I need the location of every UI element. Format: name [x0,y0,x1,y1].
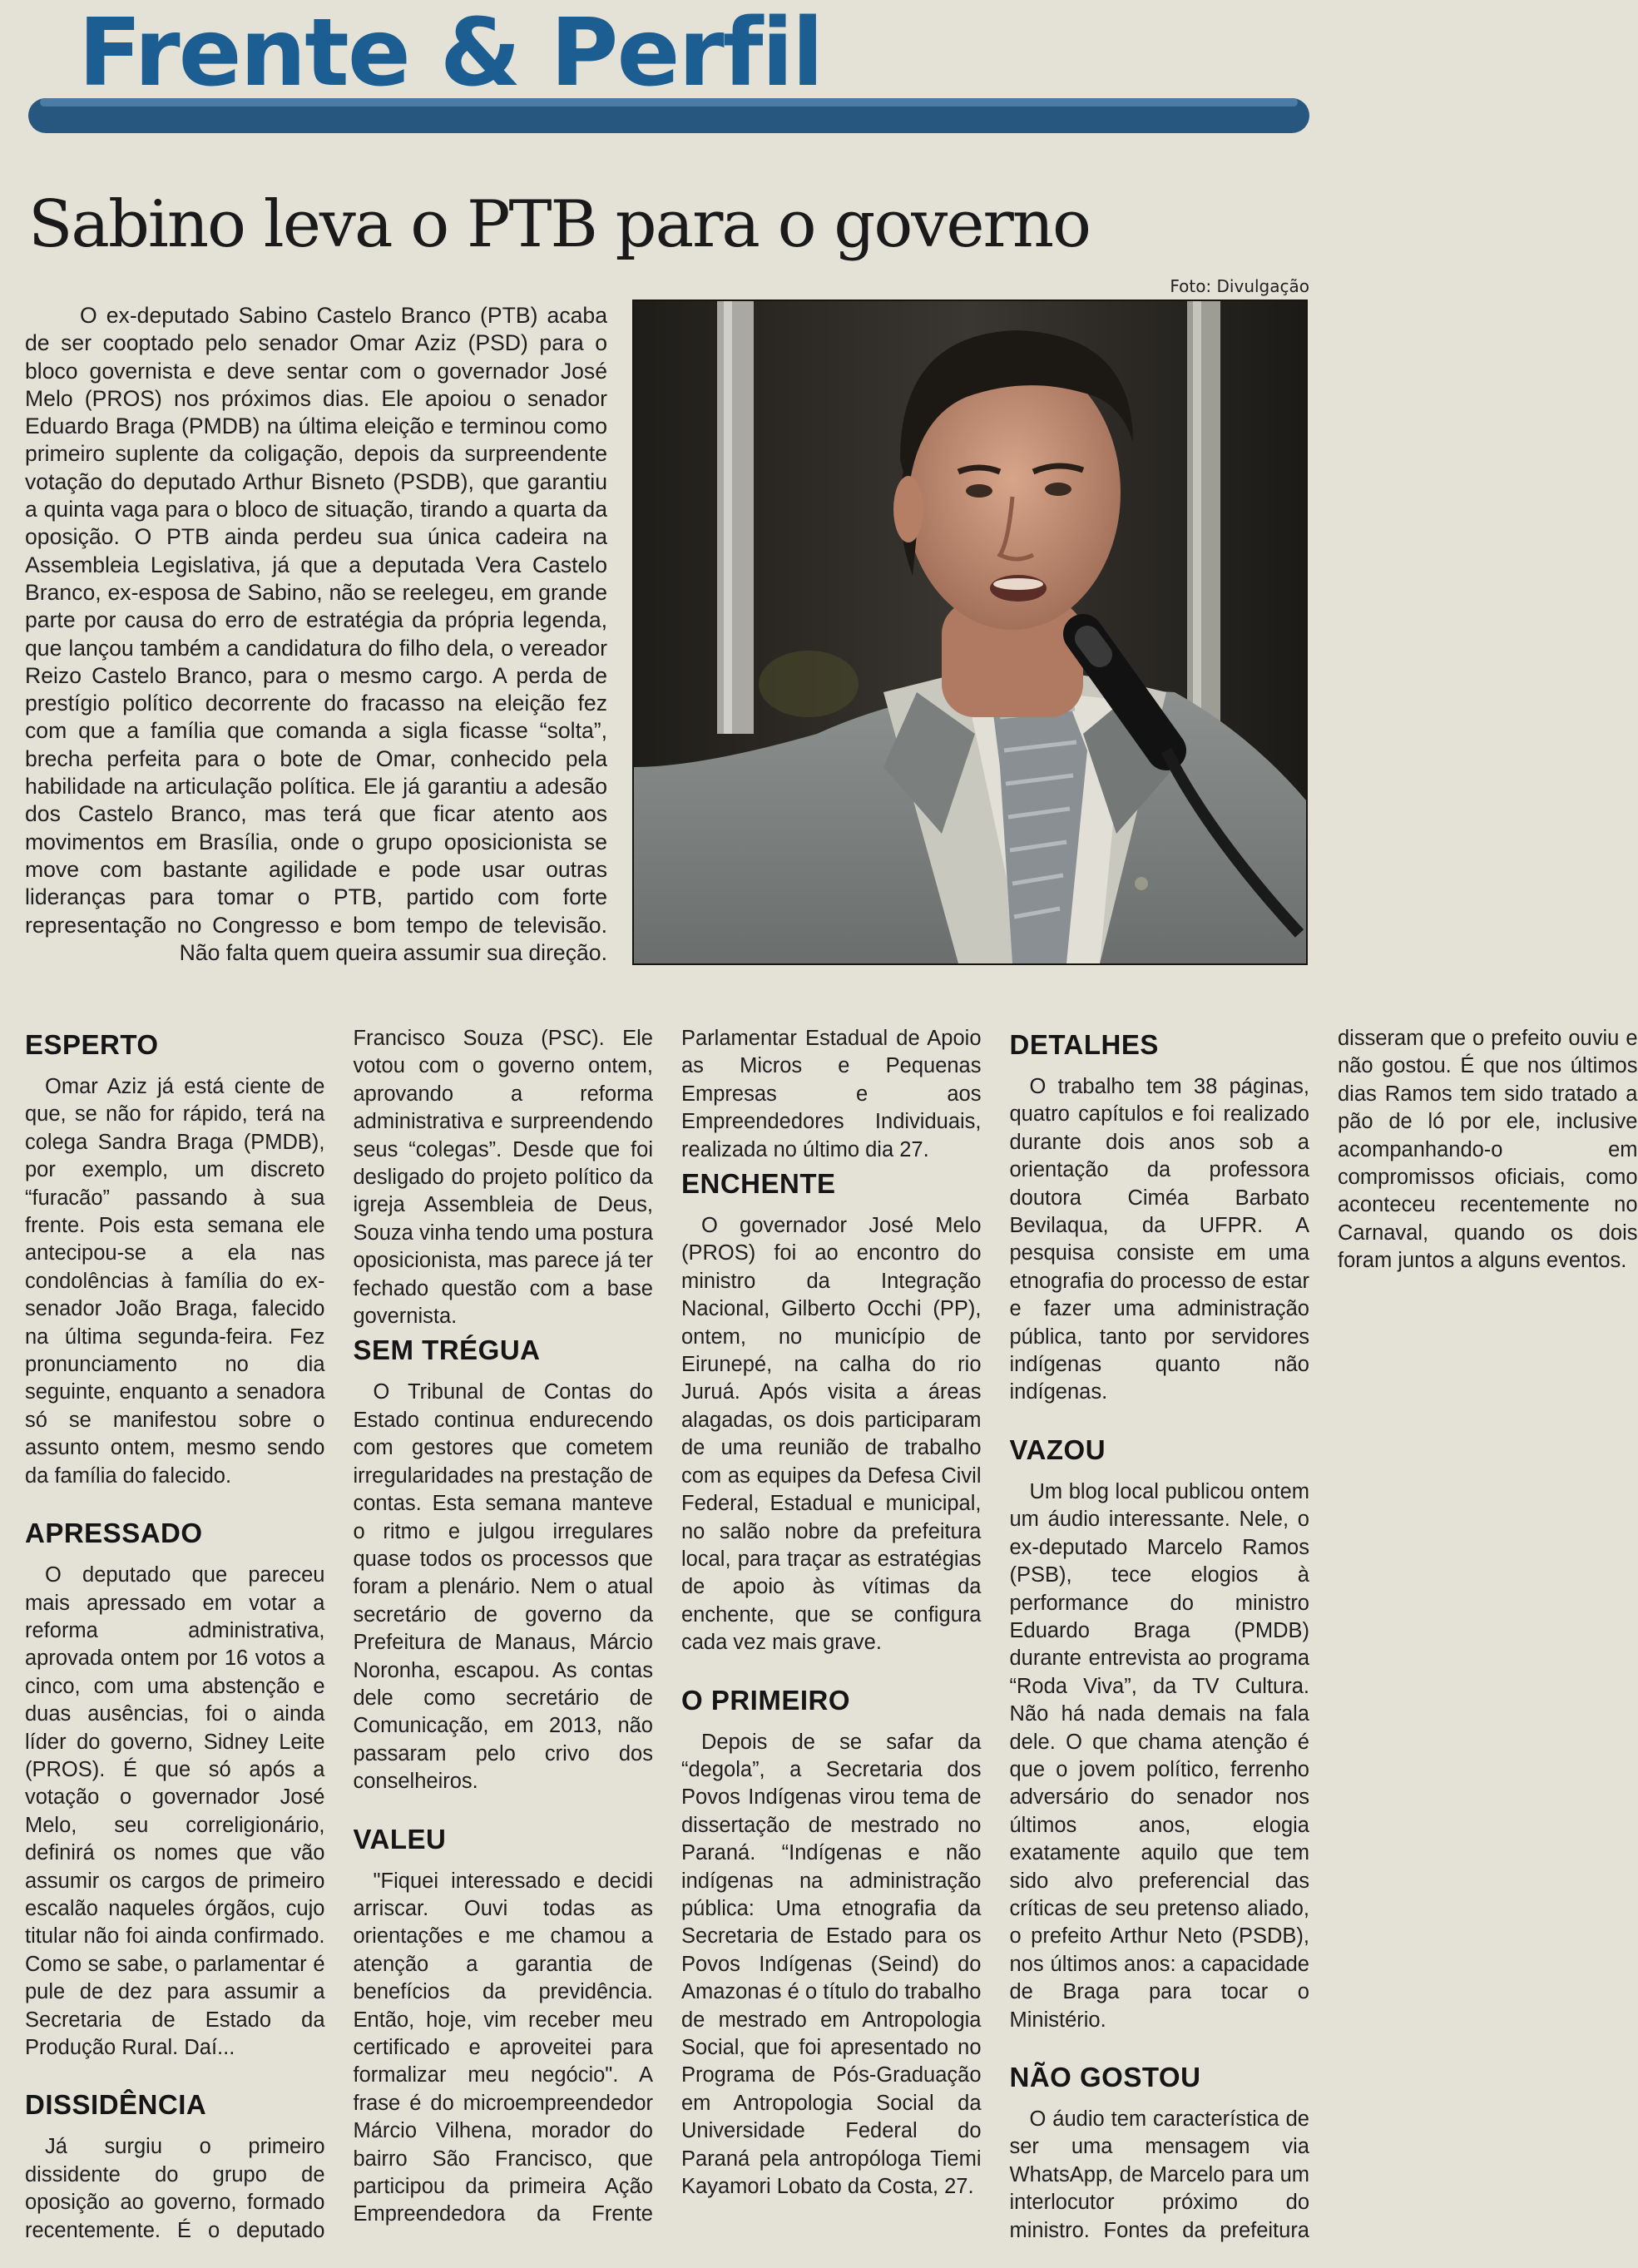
note-text: O governador José Melo (PROS) foi ao encontro do ministro da Integração Nacional, Gilberto Occhi (PP), ontem, no município de Eirunepé, na calha do rio Juruá. Após visita a áreas alagadas, os dois participaram de uma reunião de trabalho com as equipes da Defesa Civil Federal, Estadual e municipal, no salão nobre da prefeitura local, para traçar as estratégias de apoio às vítimas da enchente, que se configura cada vez mais grave. [681,1214,982,1655]
headline: Sabino leva o PTB para o governo [28,187,1091,262]
note-text: O trabalho tem 38 páginas, quatro capítulos e foi realizado durante dois anos sob a orientação da professora doutora Ciméa Barbato Bevilaqua, da UFPR. A pesquisa consiste em uma etnografia do processo de estar e fazer uma administração pública, tanto por servidores indígenas quanto não indígenas. [1009,1075,1309,1404]
note-vazou [1010,1430,1310,2034]
note-title: VALEU [353,1823,447,1855]
note-text: O áudio tem característica de ser uma mensagem via WhatsApp, de Marcelo para um interlocutor próximo do ministro. Fontes da prefeitura disseram que o prefeito ouviu e não gostou. É que nos últimos dias Ramos tem sido tratado a pão de ló por ele, inclusive acompanhando-o em compromissos oficiais, como aconteceu recentemente no Carnaval, quando os dois foram juntos a alguns eventos. [1009,1027,1638,2242]
note-title: VAZOU [1009,1434,1106,1465]
note-title: O PRIMEIRO [681,1684,851,1716]
note-sem-tregua [354,1330,654,1795]
notes-columns [25,1025,1638,2256]
note-text: Depois de se safar da “degola”, a Secretaria dos Povos Indígenas virou tema de dissertação de mestrado no Paraná. “Indígenas e não indígenas na administração pública: Uma etnografia da Secretaria de Estado para os Povos Indígenas (Seind) do Amazonas é o título do trabalho de mestrado em Antropologia Social, que foi apresentado no Programa de Pós-Graduação em Antropologia Social da Universidade Federal do Paraná pela antropóloga Tiemi Kayamori Lobato da Costa, 27. [681,1730,982,2199]
note-text: O Tribunal de Contas do Estado continua endurecendo com gestores que cometem irregularidades na prestação de contas. Esta semana manteve o ritmo e julgou irregulares quase todos os processos que foram a plenário. Nem o atual secretário de governo da Prefeitura de Manaus, Márcio Noronha, escapou. As contas dele como secretário de Comunicação, em 2013, não passaram pelo crivo dos conselheiros. [353,1380,653,1794]
note-title: ENCHENTE [681,1168,836,1200]
note-text: Já surgiu o primeiro dissidente do grupo de oposição ao governo, formado recentemente. É o deputado Francisco Souza (PSC). Ele votou com o governo ontem, aprovando a reforma administrativa e surpreendendo seus “colegas”. Desde que foi desligado do projeto político da igreja Assembleia de Deus, Souza vinha tendo uma postura oposicionista, mas parece já ter fechado questão com a base governista. [25,1027,653,2242]
note-text: O deputado que pareceu mais apressado em votar a reforma administrativa, aprovada ontem por 16 votos a cinco, com uma abstenção e duas ausências, foi o ainda líder do governo, Sidney Leite (PROS). É que só após a votação o governador José Melo, seu correligionário, definirá os nomes que vão assumir os cargos de primeiro escalão naqueles órgãos, cujo titular não foi ainda confirmado. Como se sabe, o parlamentar é pule de dez para assumir a Secretaria de Estado da Produção Rural. Daí... [25,1563,325,2059]
photo-credit: Foto: Divulgação [1170,276,1309,296]
section-banner [28,0,1309,137]
note-title: DETALHES [1009,1029,1159,1060]
note-o-primeiro [681,1681,982,2201]
note-title: APRESSADO [25,1518,203,1549]
note-apressado [25,1513,325,2062]
note-title: ESPERTO [25,1029,159,1060]
note-title: DISSIDÊNCIA [25,2089,207,2121]
politician-photo [632,300,1308,965]
note-title: NÃO GOSTOU [1009,2062,1201,2092]
photo-illustration [634,301,1306,963]
note-enchente [681,1164,982,1657]
note-text: Omar Aziz já está ciente de que, se não for rápido, terá na colega Sandra Braga (PMDB), por exemplo, um discreto “furacão” passando à sua frente. Pois esta semana ele antecipou-se a ela nas condolências à família do ex-senador João Braga, falecido na última segunda-feira. Fez pronunciamento no dia seguinte, enquanto a senadora só se manifestou sobre o assunto ontem, mesmo sendo da família do falecido. [25,1075,325,1488]
note-text: Um blog local publicou ontem um áudio interessante. Nele, o ex-deputado Marcelo Ramos (PSB), tece elogios à performance do ministro Eduardo Braga (PMDB) durante entrevista ao programa “Roda Viva”, da TV Cultura. Não há nada demais na fala dele. O que chama atenção é que o jovem político, ferrenho adversário do senador nos últimos anos, elogia exatamente aquilo que tem sido alvo preferencial das críticas de seu pretenso aliado, o prefeito Arthur Neto (PSDB), nos últimos anos: a capacidade de Braga para tocar o Ministério. [1009,1479,1309,2032]
note-text: "Fiquei interessado e decidi arriscar. Ouvi todas as orientações e me chamou a atenção a garantia de benefícios da previdência. Então, hoje, vim receber meu certificado e aproveitei para formalizar meu negócio". A frase é do microempreendedor Márcio Vilhena, morador do bairro São Francisco, que participou da primeira Ação Empreendedora da Frente Parlamentar Estadual de Apoio as Micros e Pequenas Empresas e aos Empreendedores Individuais, realizada no último dia 27. [353,1027,982,2226]
note-title: SEM TRÉGUA [353,1335,541,1366]
note-detalhes [1010,1025,1310,1407]
section-title: Frente & Perfil [78,0,823,107]
lead-paragraph: O ex-deputado Sabino Castelo Branco (PTB) acaba de ser cooptado pelo senador Omar Aziz (PSD) para o bloco governista e deve sentar com o governador José Melo (PROS) nos próximos dias. Ele apoiou o senador Eduardo Braga (PMDB) na última eleição e terminou como primeiro suplente da coligação, depois da surpreendente votação do deputado Arthur Bisneto (PSDB), que garantiu a quinta vaga para o bloco de situação, tirando a quarta da oposição. O PTB ainda perdeu sua única cadeira na Assembleia Legislativa, já que a deputada Vera Castelo Branco, ex-esposa de Sabino, não se reelegeu, em grande parte por causa do erro de estratégia da própria legenda, que lançou também a candidatura do filho dela, o vereador Reizo Castelo Branco, para o mesmo cargo. A perda de prestígio político decorrente do fracasso na eleição fez com que a família que comanda a sigla ficasse “solta”, brecha perfeita para o bote de Omar, conhecido pela habilidade na articulação política. Ele já garantiu a adesão dos Castelo Branco, mas terá que ficar atento aos movimentos em Brasília, onde o grupo oposicionista se move com bastante agilidade e pode usar outras lideranças para tomar o PTB, partido com forte representação no Congresso e bom tempo de televisão. Não falta quem queira assumir sua direção. [25,303,607,965]
note-esperto [25,1025,325,1490]
